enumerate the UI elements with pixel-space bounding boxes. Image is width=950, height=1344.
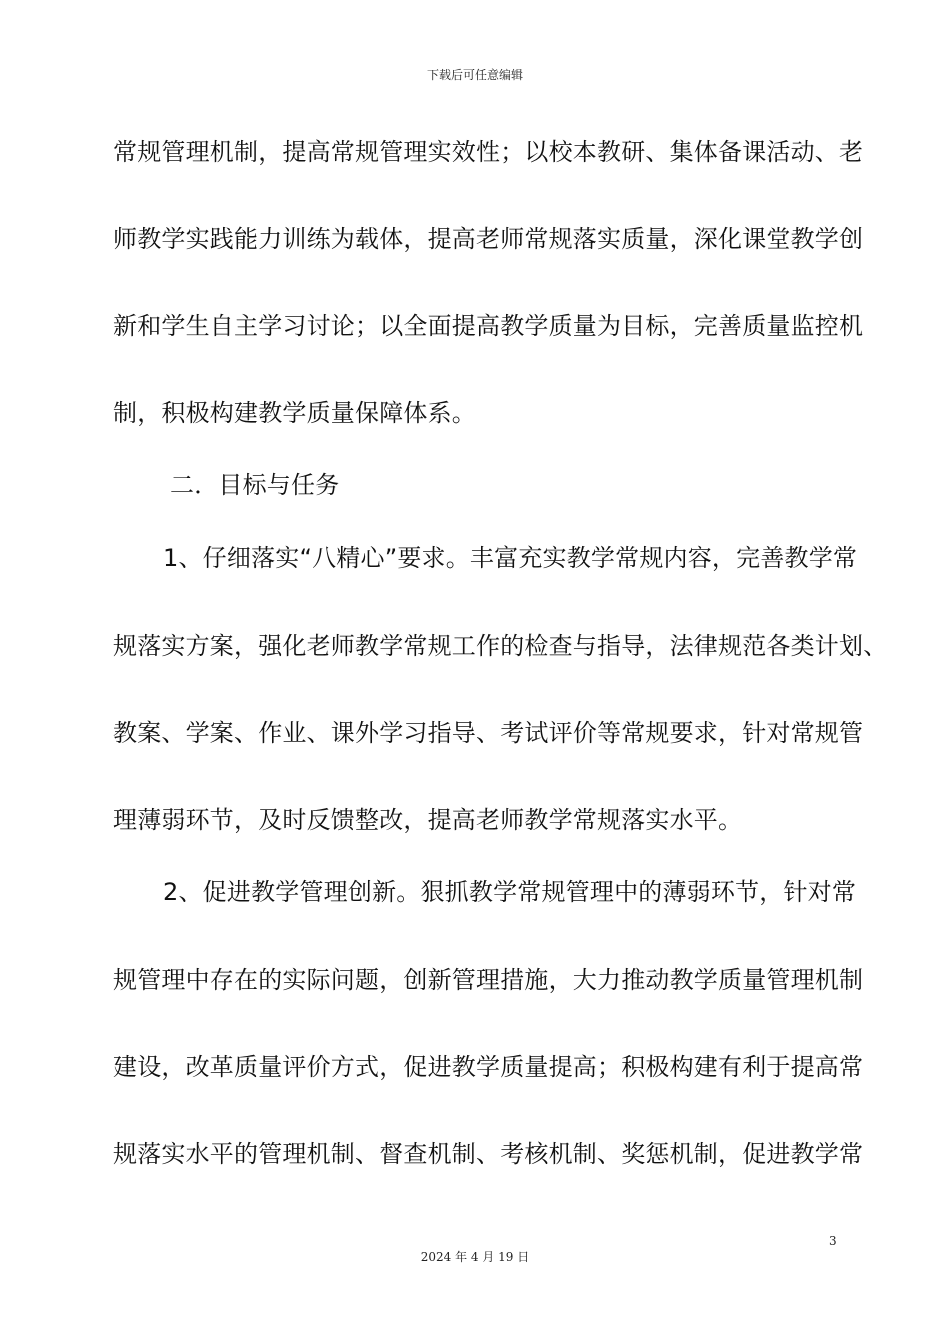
body-line: 1、仔细落实“八精心”要求。丰富充实教学常规内容，完善教学常: [163, 544, 858, 572]
page-number: 3: [829, 1234, 837, 1248]
footer-date: 2024 年 4 月 19 日: [420, 1250, 530, 1264]
body-line: 新和学生自主学习讨论；以全面提高教学质量为目标，完善质量监控机: [113, 312, 864, 340]
body-line: 2、促进教学管理创新。狠抓教学常规管理中的薄弱环节，针对常: [163, 878, 857, 906]
section-heading: 二．目标与任务: [170, 471, 340, 499]
body-line: 规落实方案，强化老师教学常规工作的检查与指导，法律规范各类计划、: [113, 632, 888, 660]
body-line: 规管理中存在的实际问题，创新管理措施，大力推动教学质量管理机制: [113, 966, 864, 994]
body-line: 制，积极构建教学质量保障体系。: [113, 399, 476, 427]
body-line: 师教学实践能力训练为载体，提高老师常规落实质量，深化课堂教学创: [113, 225, 864, 253]
body-line: 规落实水平的管理机制、督查机制、考核机制、奖惩机制，促进教学常: [113, 1140, 864, 1168]
body-line: 建设，改革质量评价方式，促进教学质量提高；积极构建有利于提高常: [113, 1053, 864, 1081]
page-header: 下载后可任意编辑: [426, 68, 523, 82]
body-line: 教案、学案、作业、课外学习指导、考试评价等常规要求，针对常规管: [113, 719, 864, 747]
body-line: 常规管理机制，提高常规管理实效性；以校本教研、集体备课活动、老: [113, 138, 864, 166]
body-line: 理薄弱环节，及时反馈整改，提高老师教学常规落实水平。: [113, 806, 743, 834]
